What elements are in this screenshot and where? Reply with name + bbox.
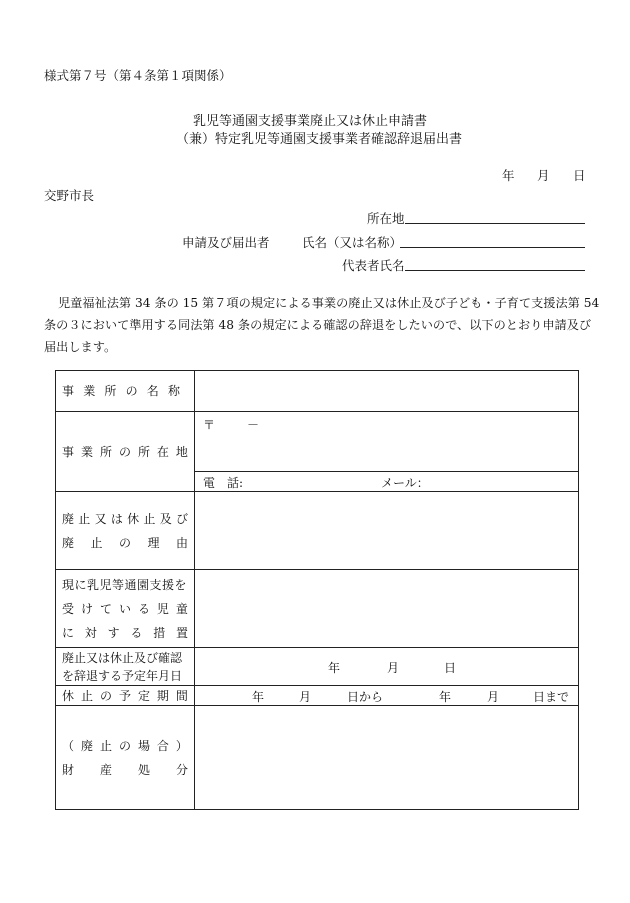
body-text-line-2: 条の３において準用する同法第 48 条の規定による確認の辞退をしたいので、以下のとおり申請及び [44,318,592,332]
form-number: 様式第７号（第４条第１項関係） [44,68,232,83]
office-name-label: 事 業 所 の 名 称 [56,371,195,412]
period-start-month: 月 [299,690,312,704]
period-start-day: 日から [347,690,384,704]
applicant-name-label: 氏名（又は名称） [302,235,403,250]
application-table [55,370,579,810]
title-line-1: 乳児等通園支援事業廃止又は休止申請書 [193,114,428,129]
suspension-period-label: 休 止 の 予 定 期 間 [56,686,195,706]
period-start-year: 年 [252,690,265,704]
scheduled-day-label: 日 [444,661,457,675]
representative-label: 代表者氏名 [342,258,405,273]
office-address-label: 事 業 所 の 所 在 地 [56,412,195,492]
reason-field[interactable] [195,492,579,570]
reason-label: 廃 止 又 は 休 止 及 び 廃 止 の 理 由 [56,492,195,570]
suspension-period-field[interactable] [195,686,579,706]
addressee: 交野市長 [44,188,95,203]
body-text-line-3: 届出します。 [44,340,117,354]
date-month-label: 月 [537,168,550,183]
contact-field[interactable] [195,472,579,492]
date-year-label: 年 [502,168,515,183]
title-line-2: （兼）特定乳児等通園支援事業者確認辞退届出書 [176,132,463,147]
period-end-month: 月 [487,690,500,704]
postal-dash: － [247,418,260,432]
child-measures-label: 現に乳児等通園支援を 受 け て い る 児 童 に 対 す る 措 置 [56,570,195,648]
property-disposal-label: （ 廃 止 の 場 合 ） 財 産 処 分 [56,706,195,810]
applicant-name-field[interactable] [400,233,585,248]
child-measures-field[interactable] [195,570,579,648]
phone-label: 電 話: [203,476,244,490]
period-end-year: 年 [439,690,452,704]
office-address-field[interactable] [195,412,579,472]
office-name-field[interactable] [195,371,579,412]
applicant-address-label: 所在地 [367,211,405,226]
period-end-day: 日まで [533,690,570,704]
applicant-address-field[interactable] [405,209,585,224]
scheduled-date-label: 廃止又は休止及び確認 を辞退する予定年月日 [56,648,195,686]
applicant-role-label: 申請及び届出者 [182,235,270,250]
scheduled-month-label: 月 [387,661,400,675]
scheduled-year-label: 年 [328,661,341,675]
date-day-label: 日 [573,168,586,183]
mail-label: メール： [381,476,429,490]
property-disposal-field[interactable] [195,706,579,810]
body-text-line-1: 児童福祉法第 34 条の 15 第７項の規定による事業の廃止又は休止及び子ども・子育て支援法第 54 [58,296,600,310]
scheduled-date-field[interactable] [195,648,579,686]
representative-field[interactable] [405,256,585,271]
postal-mark: 〒 [203,418,216,432]
